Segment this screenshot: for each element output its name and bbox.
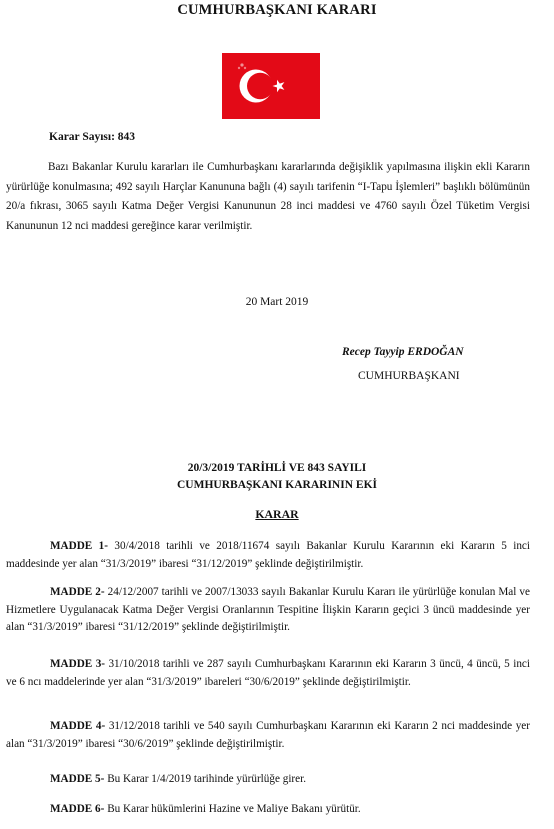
- intro-paragraph: Bazı Bakanlar Kurulu kararları ile Cumhurbaşkanı kararlarında değişiklik yapılmasına ilişkin ekli Kararın yürürlüğe konulmasına; 492 sayılı Harçlar Kanununa bağlı (4) sayılı tarifenin “I-Tapu İşlemleri” başlıklı bölümünün 20/a fıkrası, 3065 sayılı Katma Değer Vergisi Kanununun 28 inci maddesi ve 4760 sayılı Özel Tüketim Vergisi Kanununun 12 nci maddesi gereğince karar verilmiştir.: [6, 161, 530, 232]
- article-label: MADDE 6-: [50, 803, 105, 815]
- article-label: MADDE 5-: [50, 773, 105, 785]
- article-2: [6, 584, 530, 637]
- turkish-flag-icon: [222, 53, 320, 119]
- article-text: 31/10/2018 tarihli ve 287 sayılı Cumhurbaşkanı Kararının eki Kararın 3 üncü, 4 üncü, 5 inci ve 6 ncı maddelerinde yer alan “31/3/2019” ibareleri “30/6/2019” şeklinde değiştirilmiştir.: [6, 658, 530, 688]
- article-3: [6, 656, 530, 691]
- annex-title-line-2: CUMHURBAŞKANI KARARININ EKİ: [177, 479, 377, 491]
- article-1: [6, 538, 530, 573]
- article-4: [6, 718, 530, 753]
- article-text: 30/4/2018 tarihli ve 2018/11674 sayılı Bakanlar Kurulu Kararının eki Kararın 5 inci maddesinde yer alan “31/3/2019” ibaresi “31/12/2019” şeklinde değiştirilmiştir.: [6, 540, 530, 570]
- karar-sayisi: Karar Sayısı: 843: [49, 131, 136, 143]
- decree-date: 20 Mart 2019: [245, 296, 309, 308]
- annex-title-line-1: 20/3/2019 TARİHLİ VE 843 SAYILI: [187, 462, 367, 474]
- article-label: MADDE 4-: [50, 720, 106, 732]
- article-text: Bu Karar 1/4/2019 tarihinde yürürlüğe girer.: [104, 773, 307, 785]
- article-label: MADDE 3-: [50, 658, 106, 670]
- article-label: MADDE 2-: [50, 586, 105, 598]
- signer-title: CUMHURBAŞKANI: [358, 370, 460, 382]
- article-6: [6, 801, 530, 819]
- article-text: 24/12/2007 tarihli ve 2007/13033 sayılı Bakanlar Kurulu Kararı ile yürürlüğe konulan Mal ve Hizmetlere Uygulanacak Katma Değer Vergisi Oranlarının Tespitine İlişkin Kararın geçici 3 üncü maddesinde yer alan “31/3/2019” ibaresi “31/12/2019” şeklinde değiştirilmiştir.: [6, 586, 530, 633]
- article-text: 31/12/2018 tarihli ve 540 sayılı Cumhurbaşkanı Kararının eki Kararın 2 nci maddesinde yer alan “31/3/2019” ibaresi “30/6/2019” şeklinde değiştirilmiştir.: [6, 720, 530, 750]
- signer-name: Recep Tayyip ERDOĞAN: [342, 346, 464, 358]
- article-text: Bu Karar hükümlerini Hazine ve Maliye Bakanı yürütür.: [104, 803, 361, 815]
- article-label: MADDE 1-: [50, 540, 108, 552]
- annex-title: [0, 460, 554, 494]
- document-title: CUMHURBAŞKANI KARARI: [177, 2, 377, 18]
- article-5: [6, 771, 530, 789]
- karar-heading: KARAR: [255, 507, 299, 521]
